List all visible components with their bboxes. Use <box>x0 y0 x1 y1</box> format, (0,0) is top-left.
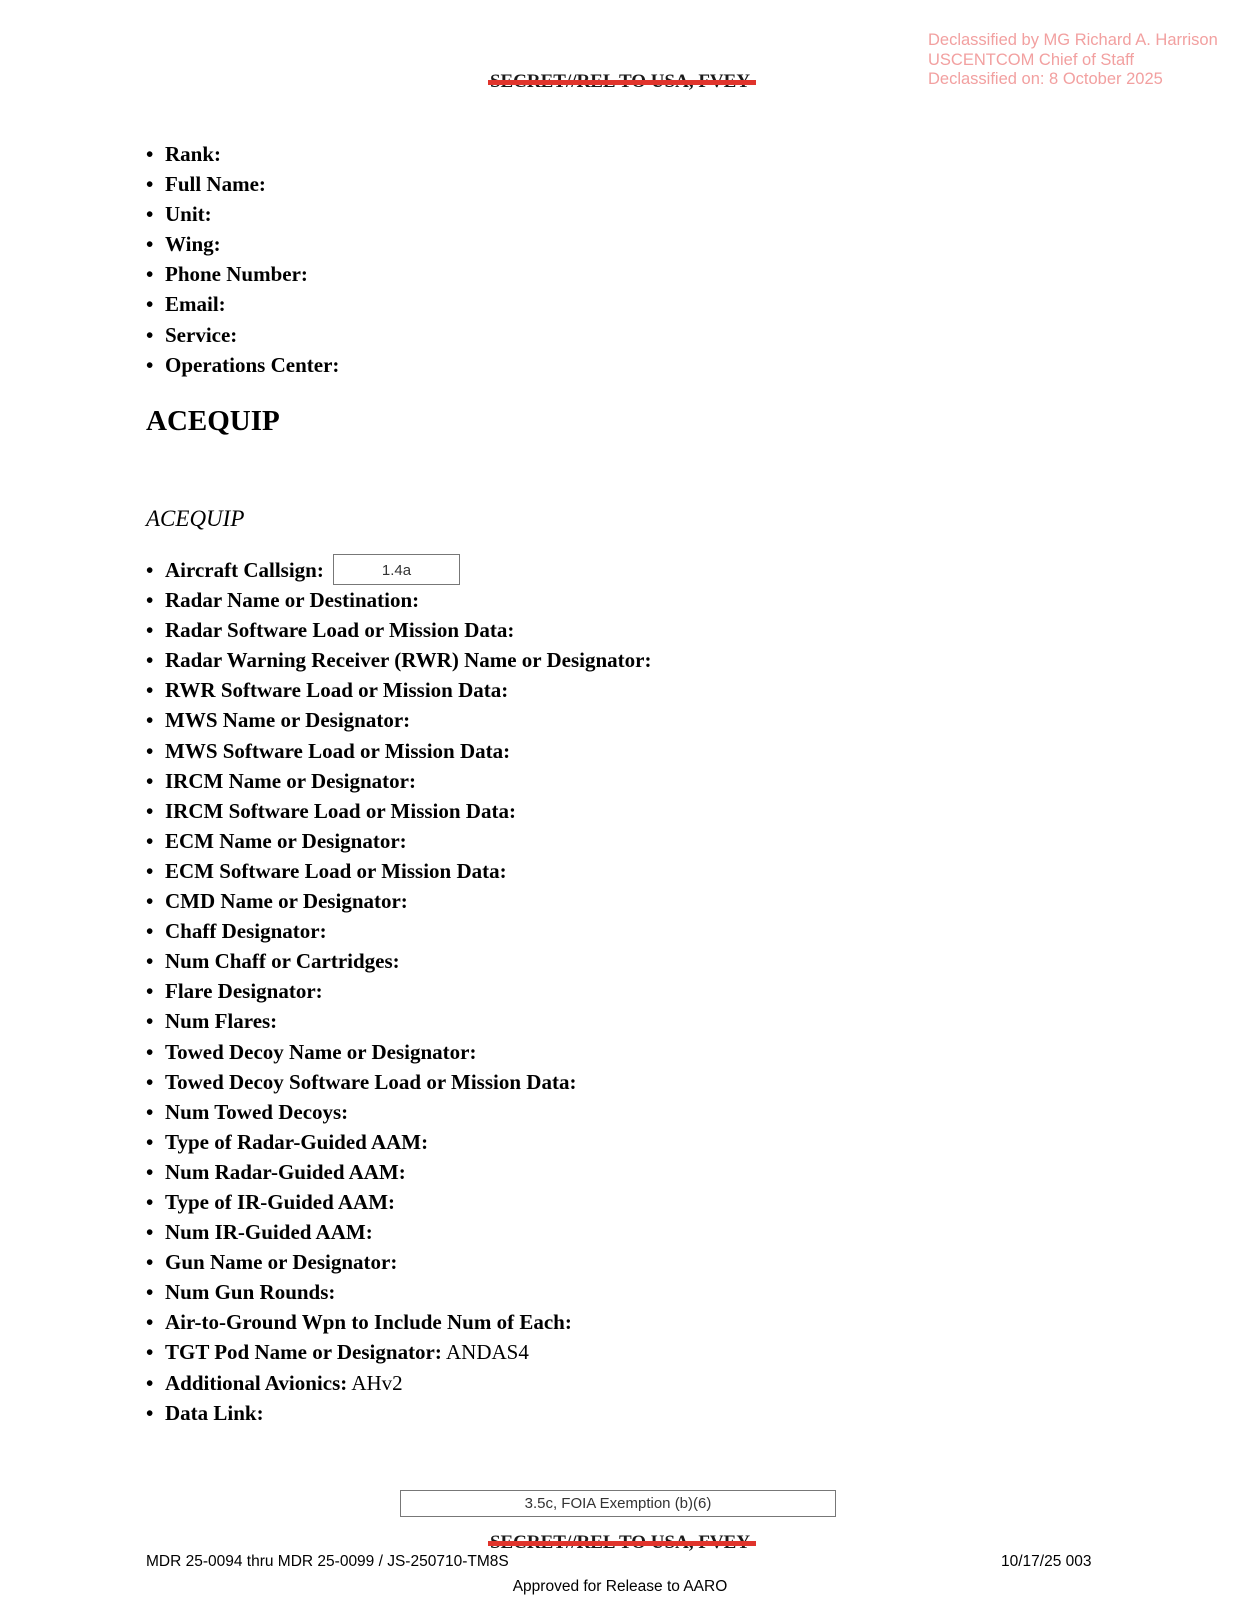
bullet-icon: • <box>146 1099 154 1124</box>
field-label: Wing: <box>165 232 221 257</box>
bullet-icon: • <box>146 828 154 853</box>
field-item <box>146 1037 651 1067</box>
field-label: MWS Software Load or Mission Data: <box>165 738 511 763</box>
field-label: Rank: <box>165 142 222 166</box>
bullet-icon: • <box>146 678 154 703</box>
field-label: Num Towed Decoys: <box>165 1099 349 1124</box>
declass-line-2: USCENTCOM Chief of Staff <box>928 50 1135 69</box>
bullet-icon: • <box>146 979 154 1004</box>
field-item <box>146 856 651 886</box>
field-label: Operations Center: <box>165 352 340 377</box>
field-item <box>146 1006 651 1036</box>
field-item <box>146 1097 651 1127</box>
bullet-icon: • <box>146 768 154 793</box>
field-label: IRCM Name or Designator: <box>165 768 416 793</box>
field-label: TGT Pod Name or Designator: <box>165 1340 442 1365</box>
field-label: Chaff Designator: <box>165 919 327 944</box>
field-label: MWS Name or Designator: <box>165 708 411 733</box>
bullet-icon: • <box>146 708 154 733</box>
bullet-icon: • <box>146 1280 154 1305</box>
classification-marking-top <box>0 71 1240 93</box>
field-item <box>146 645 651 675</box>
field-label: Num Gun Rounds: <box>165 1280 336 1305</box>
field-item <box>146 320 339 350</box>
bullet-icon: • <box>146 1039 154 1064</box>
bullet-icon: • <box>146 1220 154 1245</box>
bullet-icon: • <box>146 322 154 347</box>
declass-line-1: Declassified by MG Richard A. Harrison <box>928 31 1218 49</box>
field-label: CMD Name or Designator: <box>165 889 408 914</box>
field-item <box>146 976 651 1006</box>
personal-fields-list <box>146 139 339 380</box>
field-label: Unit: <box>165 202 212 227</box>
field-item <box>146 555 651 585</box>
footer-document-reference: MDR 25-0094 thru MDR 25-0099 / JS-250710-TM8S <box>146 1553 509 1570</box>
field-item <box>146 916 651 946</box>
bullet-icon: • <box>146 1340 154 1365</box>
field-item <box>146 289 339 319</box>
field-value: AHv2 <box>351 1370 403 1395</box>
bullet-icon: • <box>146 919 154 944</box>
bullet-icon: • <box>146 262 154 287</box>
bullet-icon: • <box>146 352 154 377</box>
field-label: Service: <box>165 322 238 347</box>
bullet-icon: • <box>146 1009 154 1034</box>
field-item <box>146 199 339 229</box>
bullet-icon: • <box>146 588 154 613</box>
bullet-icon: • <box>146 142 154 166</box>
field-value: ANDAS4 <box>445 1340 529 1365</box>
field-label: Radar Name or Destination: <box>165 588 420 613</box>
field-item <box>146 350 339 380</box>
field-item <box>146 1157 651 1187</box>
field-item <box>146 259 339 289</box>
bullet-icon: • <box>146 1129 154 1154</box>
bullet-icon: • <box>146 1400 154 1425</box>
field-item <box>146 1398 651 1428</box>
field-label: Towed Decoy Software Load or Mission Data: <box>165 1069 577 1094</box>
field-label: IRCM Software Load or Mission Data: <box>165 798 516 823</box>
field-label: Aircraft Callsign: <box>165 558 324 582</box>
field-label: Flare Designator: <box>165 979 323 1004</box>
bullet-icon: • <box>146 1159 154 1184</box>
field-item <box>146 1127 651 1157</box>
bullet-icon: • <box>146 1310 154 1335</box>
field-label: Additional Avionics: <box>165 1370 348 1395</box>
bullet-icon: • <box>146 172 154 197</box>
bullet-icon: • <box>146 1069 154 1094</box>
bullet-icon: • <box>146 1370 154 1395</box>
field-label: Num Flares: <box>165 1009 278 1034</box>
field-label: Email: <box>165 292 226 317</box>
field-item <box>146 826 651 856</box>
field-label: Phone Number: <box>165 262 308 287</box>
classification-marking-bottom <box>0 1532 1240 1554</box>
field-item <box>146 796 651 826</box>
field-label: Type of Radar-Guided AAM: <box>165 1129 429 1154</box>
field-item <box>146 886 651 916</box>
bullet-icon: • <box>146 798 154 823</box>
field-label: Towed Decoy Name or Designator: <box>165 1039 477 1064</box>
field-item <box>146 946 651 976</box>
field-label: Full Name: <box>165 172 266 197</box>
field-item <box>146 585 651 615</box>
field-item <box>146 615 651 645</box>
strikethrough-line <box>488 1541 756 1546</box>
strikethrough-line <box>488 80 756 85</box>
bullet-icon: • <box>146 858 154 883</box>
field-item <box>146 675 651 705</box>
field-item <box>146 736 651 766</box>
section-subheading: ACEQUIP <box>146 506 245 531</box>
field-item <box>146 229 339 259</box>
field-label: Num Radar-Guided AAM: <box>165 1159 406 1184</box>
field-item <box>146 1337 651 1367</box>
field-label: Num IR-Guided AAM: <box>165 1220 373 1245</box>
bullet-icon: • <box>146 202 154 227</box>
field-label: Gun Name or Designator: <box>165 1250 398 1275</box>
bullet-icon: • <box>146 1250 154 1275</box>
bullet-icon: • <box>146 1189 154 1214</box>
field-label: ECM Name or Designator: <box>165 828 407 853</box>
field-item <box>146 1307 651 1337</box>
bullet-icon: • <box>146 618 154 643</box>
field-item <box>146 1277 651 1307</box>
bullet-icon: • <box>146 558 154 582</box>
field-label: ECM Software Load or Mission Data: <box>165 858 507 883</box>
field-item <box>146 1217 651 1247</box>
field-label: Num Chaff or Cartridges: <box>165 949 400 974</box>
field-label: Type of IR-Guided AAM: <box>165 1189 396 1214</box>
bullet-icon: • <box>146 292 154 317</box>
bullet-icon: • <box>146 889 154 914</box>
field-item <box>146 1067 651 1097</box>
bullet-icon: • <box>146 648 154 673</box>
acequip-fields-list <box>146 555 651 1428</box>
bullet-icon: • <box>146 738 154 763</box>
field-label: RWR Software Load or Mission Data: <box>165 678 509 703</box>
field-label: Radar Warning Receiver (RWR) Name or Designator: <box>165 648 652 673</box>
field-item <box>146 169 339 199</box>
field-label: Radar Software Load or Mission Data: <box>165 618 515 643</box>
footer-date-code: 10/17/25 003 <box>1001 1553 1092 1570</box>
footer-release-approval: Approved for Release to AARO <box>512 1578 728 1595</box>
bullet-icon: • <box>146 232 154 257</box>
declass-line-3: Declassified on: 8 October 2025 <box>928 70 1163 88</box>
field-item <box>146 1247 651 1277</box>
field-item <box>146 705 651 735</box>
bullet-icon: • <box>146 949 154 974</box>
section-heading: ACEQUIP <box>146 405 280 437</box>
field-label: Data Link: <box>165 1400 264 1425</box>
redaction-box: 1.4a <box>333 554 460 585</box>
field-label: Air-to-Ground Wpn to Include Num of Each: <box>165 1310 572 1335</box>
field-item <box>146 1187 651 1217</box>
foia-redaction-box: 3.5c, FOIA Exemption (b)(6) <box>400 1490 836 1517</box>
field-item <box>146 139 339 169</box>
field-item <box>146 766 651 796</box>
field-item <box>146 1368 651 1398</box>
